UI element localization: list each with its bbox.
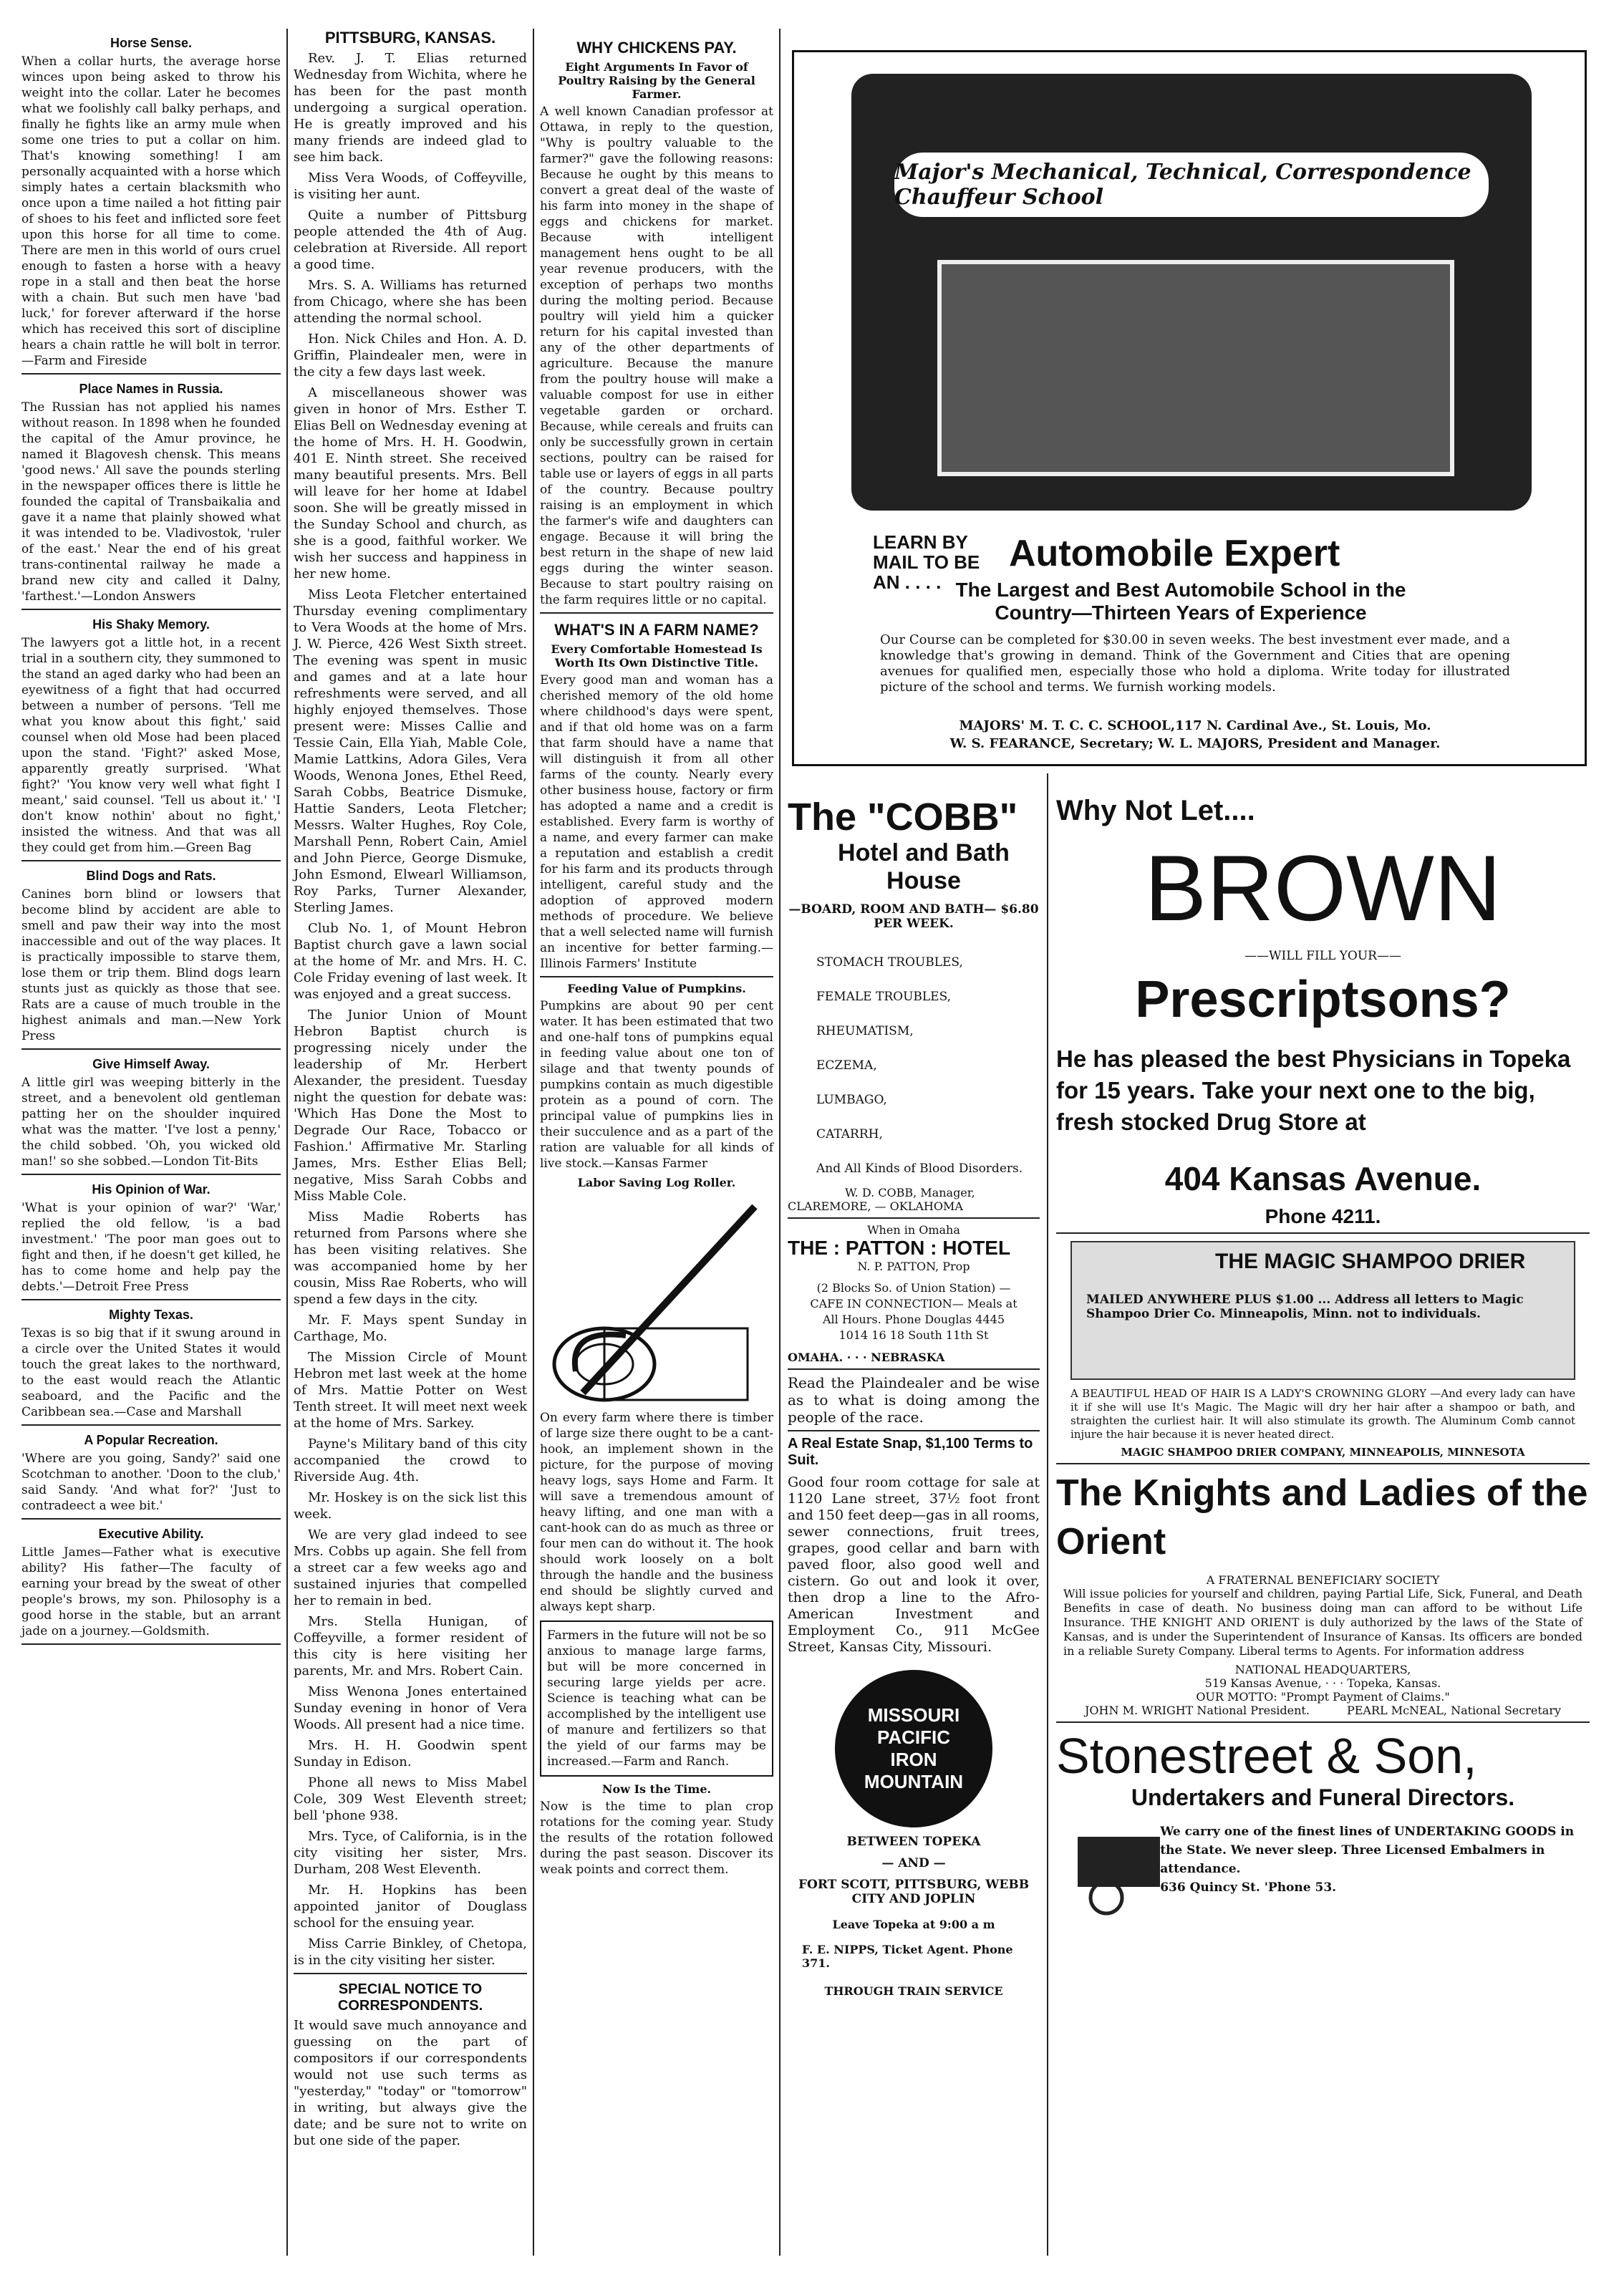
ailment: STOMACH TROUBLES, xyxy=(816,955,963,970)
news-item: Mr. Hoskey is on the sick list this week. xyxy=(294,1490,527,1522)
article-body: On every farm where there is timber of large size there ought to be a cant-hook, an implement shown in the picture, for the purpose of moving heavy logs, says Home and Farm. It will save a tremendous amount of heavy lifting, and one man with a cant-hook can do as much as three or four men can do without it. The hook should work loosely on a bolt through the handle and the business end should be slightly curved and always kept sharp. xyxy=(540,1411,773,1614)
brown-name: BROWN xyxy=(1144,836,1502,940)
why-not-let: Why Not Let.... xyxy=(1056,795,1255,826)
column-1 xyxy=(21,29,281,1649)
article-title: Place Names in Russia. xyxy=(79,382,223,396)
hq-address: 519 Kansas Avenue, · · · Topeka, Kansas. xyxy=(1204,1676,1441,1690)
leave-time: Leave Topeka at 9:00 a m xyxy=(832,1918,995,1931)
school-officers: W. S. FEARANCE, Secretary; W. L. MAJORS, President and Manager. xyxy=(949,736,1441,751)
shampoo-title: THE MAGIC SHAMPOO DRIER xyxy=(1215,1250,1526,1273)
course-text: Our Course can be completed for $30.00 in seven weeks. The best investment ever made, and a knowledge that's growing in demand. Think of the Government and Cities that are opening avenues for qualified men, especially those who hold a diploma. Write today for illustrated picture of the school and terms. We furnish working models. xyxy=(880,632,1510,695)
news-item: Hon. Nick Chiles and Hon. A. D. Griffin, Plaindealer men, were in the city a few days last week. xyxy=(294,332,527,380)
will-fill: ——WILL FILL YOUR—— xyxy=(1244,949,1401,963)
cobb-subtitle: Hotel and Bath House xyxy=(838,839,1010,894)
ticket-agent: F. E. NIPPS, Ticket Agent. Phone 371. xyxy=(802,1943,1013,1970)
and: — AND — xyxy=(881,1856,946,1870)
between: BETWEEN TOPEKA xyxy=(846,1835,981,1849)
article-body: The Russian has not applied his names without reason. In 1898 when he founded the capital of the Amur province, he named it Blagovesh chensk. This means 'good news.' All save the pounds sterling in the newspaper offices there is little he founded the capital of Transbaikalia and gave it a name that plainly showed what it was intended to be. Vladivostok, 'ruler of the east.' Near the end of his great trans-continental railway he made a brand new city and called it Dalny, 'farthest.'—London Answers xyxy=(21,400,281,604)
school-banner: Major's Mechanical, Technical, Correspondence Chauffeur School xyxy=(894,153,1489,217)
news-item: Mrs. Stella Hunigan, of Coffeyville, a former resident of this city is here visiting her parents, Mr. and Mrs. Robert Cain. xyxy=(294,1614,527,1679)
knights-title: The Knights and Ladies of the Orient xyxy=(1056,1472,1588,1562)
article-title: WHY CHICKENS PAY. xyxy=(576,39,737,57)
article-subtitle: Every Comfortable Homestead Is Worth Its Own Distinctive Title. xyxy=(551,642,763,670)
news-item: Mrs. H. H. Goodwin spent Sunday in Edison. xyxy=(294,1738,527,1769)
rail-cities: FORT SCOTT, PITTSBURG, WEBB CITY AND JOPLIN xyxy=(798,1878,1030,1906)
omaha-label: When in Omaha xyxy=(867,1223,960,1237)
column-rule xyxy=(779,29,780,2256)
officers xyxy=(1056,1704,1590,1717)
real-estate-body: Good four room cottage for sale at 1120 Lane street, 37½ foot front and 150 feet deep—gas in all rooms, sewer connections, fruit trees, grapes, good cellar and barn with paved floor, also good well and cistern. Go out and look it over, then drop a line to the Afro-American Investment and Employment Co., 911 McGee Street, Kansas City, Missouri. xyxy=(788,1474,1040,1655)
news-item: The Mission Circle of Mount Hebron met last week at the home of Mrs. Mattie Potter on West Tenth street. It will meet next week at the home of Mrs. Sarkey. xyxy=(294,1350,527,1431)
news-item: Mr. H. Hopkins has been appointed janitor of Douglass school for the ensuing year. xyxy=(294,1883,527,1931)
school-address: MAJORS' M. T. C. C. SCHOOL,117 N. Cardinal Ave., St. Louis, Mo. xyxy=(959,718,1431,733)
brown-drug-ad xyxy=(1056,795,1590,1916)
ailment: FEMALE TROUBLES, xyxy=(816,990,952,1004)
hair-caption: A BEAUTIFUL HEAD OF HAIR IS A LADY'S CROWNING GLORY —And every lady can have it if she will use It's Magic. The Magic will dry her hair after a shampoo or bath, and straighten the curliest hair. It will also stimulate its growth. The Aluminum Comb cannot injure the hair because it is never heated direct. xyxy=(1070,1387,1575,1441)
real-estate-title: A Real Estate Snap, $1,100 Terms to Suit. xyxy=(788,1436,1033,1468)
news-item: Payne's Military band of this city accompanied the crowd to Riverside Aug. 4th. xyxy=(294,1436,527,1484)
dateline: PITTSBURG, KANSAS. xyxy=(324,29,496,47)
article-title: A Popular Recreation. xyxy=(84,1433,218,1447)
news-item: Miss Carrie Binkley, of Chetopa, is in the city visiting her sister. xyxy=(294,1936,527,1968)
through-train: THROUGH TRAIN SERVICE xyxy=(824,1984,1003,1998)
column-2 xyxy=(294,29,527,2153)
phone: Phone 4211. xyxy=(1265,1205,1381,1227)
boxed-note: Farmers in the future will not be so anxious to manage large farms, but will be more concerned in securing large yields per acre. Science is teaching what can be accomplished by the intelligent use of manure and fertilizers so that the yield of our farms may be increased.—Farm and Ranch. xyxy=(547,1628,766,1769)
automobile-school-ad xyxy=(792,50,1587,766)
cobb-title: The "COBB" xyxy=(788,796,1018,839)
news-item: Miss Madie Roberts has returned from Parsons where she has been visiting relatives. She was accompanied home by her cousin, Miss Rae Roberts, who will spend a few days in the city. xyxy=(294,1209,527,1307)
article-body: Little James—Father what is executive ability? His father—The faculty of earning your bread by the sweat of other people's brows, my son. Philosophy is a good horse in the stable, but an arrant jade on a journey.—Goldsmith. xyxy=(21,1545,281,1638)
article-subtitle: Eight Arguments In Favor of Poultry Raising by the General Farmer. xyxy=(558,60,755,101)
news-item: Miss Wenona Jones entertained Sunday evening in honor of Vera Woods. All present had a nice time. xyxy=(294,1684,527,1732)
news-item: Mr. F. Mays spent Sunday in Carthage, Mo. xyxy=(294,1313,527,1344)
article-body: When a collar hurts, the average horse winces upon being asked to throw his weight into the collar. Later he becomes what we foolishly call balky perhaps, and finally he fights like an army mule when some one tries to put a collar on him. That's knowing something! I am personally acquainted with a horse which simply hates a certain blacksmith who once upon a time nailed a hot fitting pair of shoes to his feet and inflicted sore feet upon this horse for all time to come. There are men in this world of ours cruel enough to fasten a horse with a heavy rope in a stall and then beat the horse with a chain. But such men have 'bad luck,' for forever afterward if the horse which has received this sort of discipline hears a chain rattle he will bolt in terror.—Farm and Fireside xyxy=(21,54,281,368)
local-news xyxy=(294,50,527,1969)
ailment: LUMBAGO, xyxy=(816,1093,887,1107)
article-title: Executive Ability. xyxy=(98,1527,204,1541)
shampoo-mailed: MAILED ANYWHERE PLUS $1.00 ... Address all letters to Magic Shampoo Drier Co. Minneapolis, Minn. not to individuals. xyxy=(1086,1293,1524,1321)
news-item: Miss Vera Woods, of Coffeyville, is visiting her aunt. xyxy=(294,170,527,202)
article-body: A little girl was weeping bitterly in the street, and a benevolent old gentleman patting her on the shoulder inquired what was the matter. 'I've lost a penny,' the child sobbed. 'Oh, you wicked old man!' so she sobbed.—London Tit-Bits xyxy=(21,1076,281,1169)
patton-info: (2 Blocks So. of Union Station) —CAFE IN CONNECTION— Meals at All Hours. Phone Douglas 4445 1014 16 18 South 11th St xyxy=(810,1281,1018,1342)
article-body: Every good man and woman has a cherished memory of the old home where childhood's days were spent, and if that old home was on a farm that farm should have a name that will distinguish it from all other farms of the county. Nearly every other business house, factory or firm has adopted a name and a credit is established. Every farm is worthy of a name, and every farmer can make a reputation and establish a credit for his farm and its products through intelligent, careful study and the adoption of approved modern methods of procedure. We believe that a well selected name will furnish an incentive for better farming.—Illinois Farmers' Institute xyxy=(540,673,773,971)
patton-city: OMAHA. · · · NEBRASKA xyxy=(788,1351,945,1364)
fraternal-body: Will issue policies for yourself and children, paying Partial Life, Sick, Funeral, and Death Benefits in case of death. No business doing man can afford to be without Life Insurance. THE KNIGHT AND ORIENT is duly authorized by the laws of the State of Kansas, and is under the Superintendent of Insurance of Kansas. Its officers are bonded in a reliable Surety Company. Liberal terms to Agents. For information address xyxy=(1063,1587,1582,1658)
ailment: And All Kinds of Blood Disorders. xyxy=(816,1161,1023,1176)
article-body: 'Where are you going, Sandy?' said one Scotchman to another. 'Doon to the club,' said Sandy. 'And what for?' 'Just to contradeect a wee bit.' xyxy=(21,1452,281,1513)
news-item: Miss Leota Fletcher entertained Thursday evening complimentary to Vera Woods at the home of Mrs. J. W. Pierce, 426 West Sixth street. The evening was spent in music and games and at a late hour refreshments were served, and all highly enjoyed themselves. Those present were: Misses Callie and Tessie Cain, Ella Yiah, Mable Cole, Mamie Lattkins, Adora Giles, Vera Woods, Wenona Jones, Ethel Reed, Sarah Cobbs, Beatrice Dismuke, Hattie Sanders, Leota Fletcher; Messrs. Walter Hughes, Roy Cole, Marshall Penn, Robert Cain, Amiel and John Pierce, George Dismuke, John Esmond, Elwearl Williamson, Roy Parks, Turner Alexander, Sterling James. xyxy=(294,587,527,915)
article-title: Now Is the Time. xyxy=(601,1782,712,1796)
fraternal-society: A FRATERNAL BENEFICIARY SOCIETY xyxy=(1206,1573,1440,1587)
article-body: Pumpkins are about 90 per cent water. It has been estimated that two and one-half tons of pumpkins equal in feeding value about one ton of silage and that twenty pounds of pumpkins contain as much digestible protein as a pound of corn. The principal value of pumpkins lies in their succulence and as a part of the ration are valuable for all kinds of live stock.—Kansas Farmer xyxy=(540,999,773,1171)
cant-hook-illustration xyxy=(540,1192,773,1407)
shampoo-drier-ad xyxy=(1070,1241,1575,1380)
article-body: The lawyers got a little hot, in a recent trial in a southern city, they summoned to the stand an aged darky who had been an eyewitness of a fight that had occurred between a number of persons. 'Tell me what you know about this fight,' said counsel when old Mose had been placed upon the stand. 'Fight?' asked Mose, apparently greatly surprised. 'What fight?' 'You know very well what fight I meant,' said counsel. 'Tell us about it.' 'I don't know nothin' about no fight,' insisted the witness. And that was all they could get from him.—Green Bag xyxy=(21,636,281,855)
article-body: Canines born blind or lowsers that become blind by accident are able to smell and paw their way into the most inaccessible and out of the way places. It is practically impossible to starve them, lose them or trip them. Blind dogs learn stunts just as quickly as those that see. Rats are a cause of much trouble in the highest animals and man.—New York Press xyxy=(21,887,281,1043)
patton-hotel: THE : PATTON : HOTEL xyxy=(788,1237,1011,1259)
article-title: His Opinion of War. xyxy=(92,1182,211,1197)
stonestreet-address: 636 Quincy St. 'Phone 53. xyxy=(1160,1880,1337,1895)
news-item: Mrs. Tyce, of California, is in the city visiting her sister, Mrs. Durham, 208 West Eleventh. xyxy=(294,1829,527,1877)
article-body: Now is the time to plan crop rotations for the coming year. Study the results of the rotation followed during the past season. Discover its weak points and correct them. xyxy=(540,1800,773,1877)
news-item: Club No. 1, of Mount Hebron Baptist church gave a lawn social at the home of Mr. and Mrs. H. C. Cole Friday evening of last week. It was enjoyed and a great success. xyxy=(294,921,527,1002)
article-body: Texas is so big that if it swung around in a circle over the United States it would touch the great lakes to the northward, to the east would reach the Atlantic seaboard, and the Pacific and the Caribbean sea.—Case and Marshall xyxy=(21,1326,281,1419)
school-building xyxy=(937,260,1454,476)
article-title: Blind Dogs and Rats. xyxy=(86,869,216,883)
undertakers: Undertakers and Funeral Directors. xyxy=(1131,1784,1515,1810)
article-body: 'What is your opinion of war?' 'War,' replied the old fellow, 'is a bad investment.' 'The poor man goes out to fight and then, if he doesn't get killed, he has to come home and help pay the debts.'—Detroit Free Press xyxy=(21,1201,281,1294)
article-title: Mighty Texas. xyxy=(109,1308,193,1322)
article-body: A well known Canadian professor at Ottawa, in reply to the question, "Why is poultry valuable to the farmer?" gave the following reasons: Because he ought by this means to convert a great deal of the waste of his farm into money in the shape of eggs and chickens for market. Because with intelligent management hens ought to be all year revenue producers, with the exception of perhaps two months during the molting period. Because poultry will yield him a quicker return for his capital invested than any of the other departments of agriculture. Because the manure from the poultry house will make a valuable compost for use in either vegetable garden or orchard. Because, while cereals and fruits can only be successfully grown in certain sections, poultry can be raised for table use or layers of eggs in all parts of the country. Because poultry raising is an employment in which the farmer's wife and daughters can engage. Because it will bring the best return in the shape of new laid eggs during the winter season. Because to start poultry raising on the farm requires little or no capital. xyxy=(540,105,773,607)
column-rule xyxy=(1047,773,1048,2256)
largest-school: The Largest and Best Automobile School in the Country—Thirteen Years of Experience xyxy=(955,579,1406,624)
news-item: Phone all news to Miss Mabel Cole, 309 West Eleventh street; bell 'phone 938. xyxy=(294,1775,527,1823)
prescriptions: Prescriptsons? xyxy=(1135,971,1511,1028)
news-item: A miscellaneous shower was given in honor of Mrs. Esther T. Elias Bell on Wednesday evening at the home of Mrs. H. H. Goodwin, 401 E. Ninth street. She received many beautiful presents. Mrs. Bell will leave for her home at Idabel soon. She will be greatly missed in the Sunday School and church, as she is a good, faithful worker. We wish her success and happiness in her new home. xyxy=(294,385,527,581)
article-title: Horse Sense. xyxy=(110,36,193,50)
ailment: ECZEMA, xyxy=(816,1058,877,1073)
column-rule xyxy=(286,29,288,2256)
news-item: We are very glad indeed to see Mrs. Cobbs up again. She fell from a street car a few weeks ago and sustained injuries that compelled her to remain in bed. xyxy=(294,1527,527,1608)
article-title: Feeding Value of Pumpkins. xyxy=(567,982,746,995)
missouri-pacific-logo: MISSOURI PACIFIC IRON MOUNTAIN xyxy=(835,1670,992,1827)
article-title: Labor Saving Log Roller. xyxy=(577,1176,736,1189)
automobile-expert: Automobile Expert xyxy=(1009,533,1340,574)
address-404: 404 Kansas Avenue. xyxy=(1164,1160,1482,1197)
president: JOHN M. WRIGHT National President. xyxy=(1085,1704,1310,1717)
article-title: Give Himself Away. xyxy=(92,1057,210,1071)
notice-title: SPECIAL NOTICE TO CORRESPONDENTS. xyxy=(337,1981,483,2014)
stonestreet-body xyxy=(1056,1822,1590,1916)
school-engraving xyxy=(851,74,1532,511)
news-item: Quite a number of Pittsburg people attended the 4th of Aug. celebration at Riverside. All report a good time. xyxy=(294,208,527,272)
hair-company: MAGIC SHAMPOO DRIER COMPANY, MINNEAPOLIS, MINNESOTA xyxy=(1121,1446,1525,1459)
hearse-illustration xyxy=(1056,1822,1160,1916)
news-item: The Junior Union of Mount Hebron Baptist church is progressing nicely under the leadership of Mr. Herbert Alexander, the president. Tuesday night the question for debate was: 'Which Has Done the Most to Degrade Our Race, Tobacco or Fashion.' Affirmative Mr. Starling James, Mrs. Esther Elias Bell; negative, Miss Sarah Cobbs and Miss Mable Cole. xyxy=(294,1008,527,1204)
column-rule xyxy=(533,29,534,2256)
stonestreet-text: We carry one of the finest lines of UNDERTAKING GOODS in the State. We never sleep. Three Licensed Embalmers in attendance. xyxy=(1160,1825,1575,1876)
cobb-city: CLAREMORE, — OKLAHOMA xyxy=(788,1199,963,1213)
news-item: Mrs. S. A. Williams has returned from Chicago, where she has been attending the normal school. xyxy=(294,278,527,326)
cobb-board: —BOARD, ROOM AND BATH— $6.80 PER WEEK. xyxy=(788,902,1039,931)
ailment: CATARRH, xyxy=(816,1127,883,1141)
news-item: Rev. J. T. Elias returned Wednesday from Wichita, where he has been for the past month undergoing a surgical operation. He is greatly improved and his many friends are indeed glad to see him back. xyxy=(294,51,527,165)
cobb-hotel-ad xyxy=(788,795,1040,1998)
cobb-manager: W. D. COBB, Manager, xyxy=(845,1186,975,1199)
patton-prop: N. P. PATTON, Prop xyxy=(857,1260,970,1273)
national-hq: NATIONAL HEADQUARTERS, xyxy=(1234,1663,1411,1676)
article-title: WHAT'S IN A FARM NAME? xyxy=(554,621,759,639)
notice-body: It would save much annoyance and guessing on the part of compositors if our correspondents would not use such terms as "yesterday," "today" or "tomorrow" in writing, but always give the date; and be sure not to write on but one side of the paper. xyxy=(294,2018,527,2148)
motto: OUR MOTTO: "Prompt Payment of Claims." xyxy=(1196,1690,1450,1704)
ailment: RHEUMATISM, xyxy=(816,1024,914,1038)
secretary: PEARL McNEAL, National Secretary xyxy=(1346,1704,1561,1717)
stonestreet-title: Stonestreet & Son, xyxy=(1056,1728,1477,1784)
read-plaindealer: Read the Plaindealer and be wise as to what is doing among the people of the race. xyxy=(788,1374,1040,1426)
article-title: His Shaky Memory. xyxy=(92,617,210,632)
learn-by-mail: LEARN BY MAIL TO BE AN . . . . xyxy=(873,531,980,593)
column-3 xyxy=(540,29,773,1882)
cobb-ailments xyxy=(788,945,1040,1186)
pleased-text: He has pleased the best Physicians in Topeka for 15 years. Take your next one to the big, fresh stocked Drug Store at xyxy=(1056,1045,1571,1135)
